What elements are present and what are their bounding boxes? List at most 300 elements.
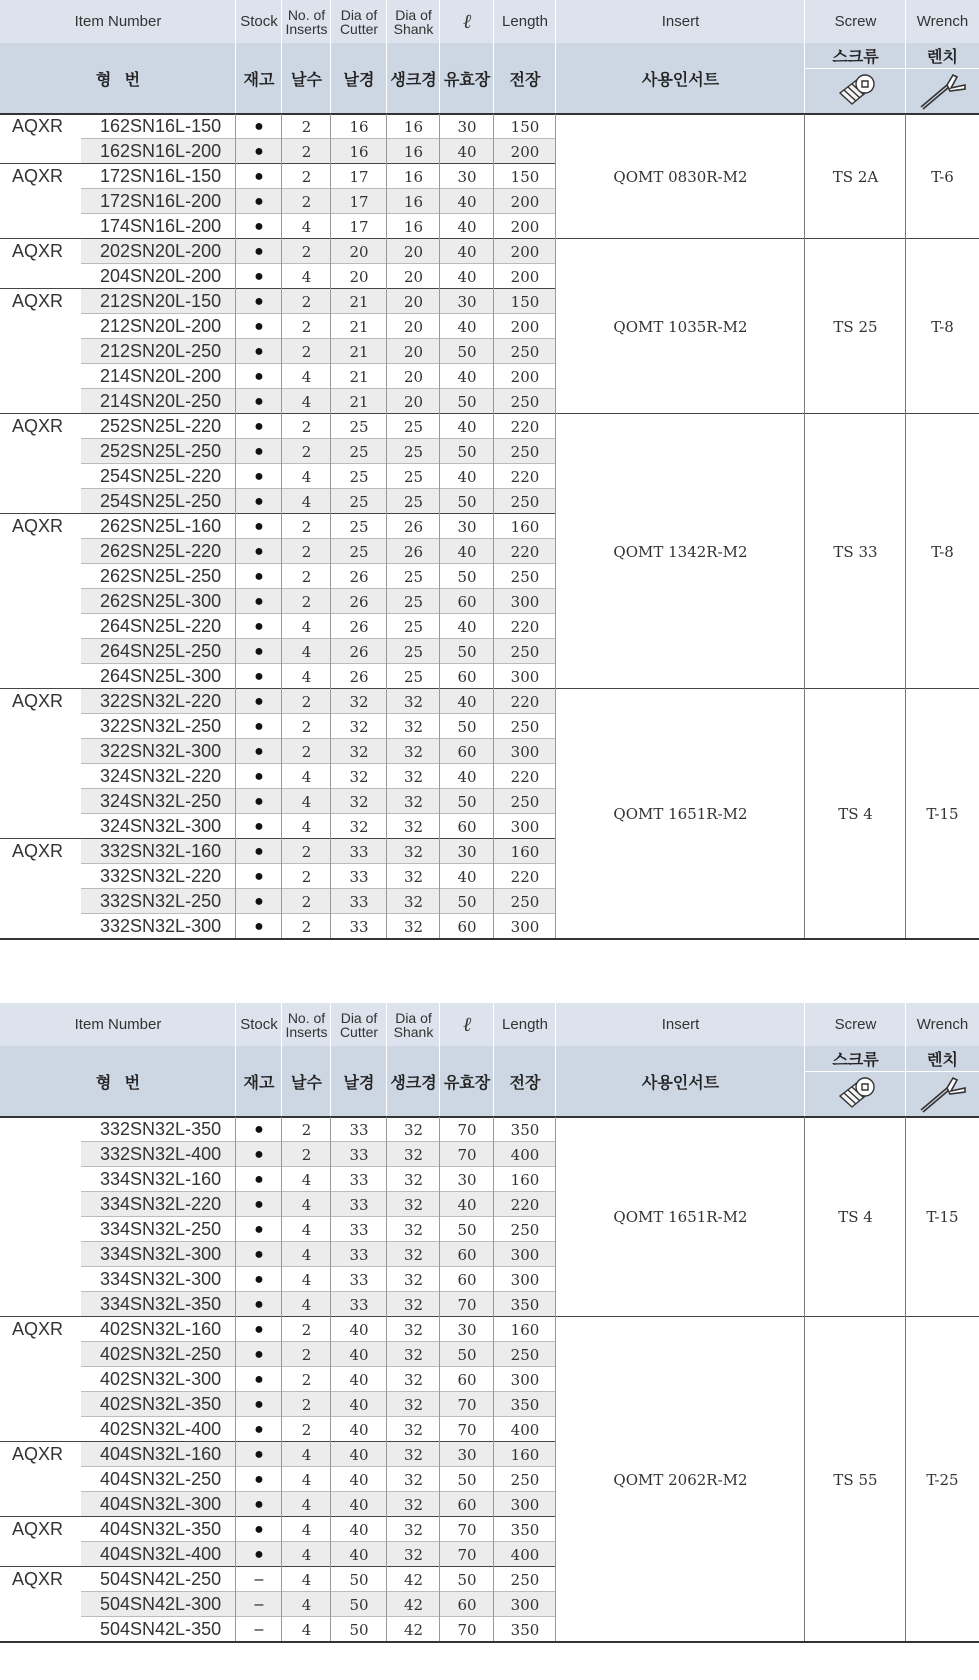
stock-indicator: ● <box>254 1370 264 1388</box>
shank-diameter: 32 <box>403 1120 424 1139</box>
overall-length: 250 <box>510 1345 540 1364</box>
shank-diameter: 32 <box>403 767 424 786</box>
item-prefix <box>0 1267 81 1292</box>
header-dia-cutter-line-1: Dia of <box>340 6 378 23</box>
inserts-count: 2 <box>301 1370 312 1389</box>
effective-length: 50 <box>457 442 477 461</box>
header-inserts <box>282 0 331 43</box>
stock-indicator: ● <box>254 742 264 760</box>
item-prefix <box>0 714 81 739</box>
column-divider <box>555 1117 556 1642</box>
item-code: 174SN16L-200 <box>100 216 222 236</box>
item-code: 214SN20L-250 <box>100 391 222 411</box>
insert-code: QOMT 1651R-M2 <box>613 1208 748 1226</box>
item-prefix <box>0 1542 81 1567</box>
cutter-diameter: 32 <box>349 767 369 786</box>
item-code: 332SN32L-350 <box>100 1119 222 1139</box>
item-prefix <box>0 464 81 489</box>
shank-diameter: 25 <box>403 592 424 611</box>
shank-diameter: 32 <box>403 817 424 836</box>
header-sub-divider <box>906 68 979 69</box>
item-code: 332SN32L-160 <box>100 841 222 861</box>
item-code: 202SN20L-200 <box>100 241 222 261</box>
header-divider <box>235 1046 236 1117</box>
table-row <box>0 1567 556 1592</box>
table-row <box>0 614 556 639</box>
header-inserts-text <box>285 1011 327 1039</box>
overall-length: 350 <box>510 1120 540 1139</box>
overall-length: 160 <box>510 1445 540 1464</box>
effective-length: 40 <box>457 417 477 436</box>
header-inserts-line-2: Inserts <box>285 1023 328 1040</box>
column-divider <box>905 1117 906 1642</box>
header-kr-inserts: 날수 <box>291 72 322 89</box>
header-divider <box>439 1003 440 1046</box>
column-divider <box>330 114 331 939</box>
item-code: 334SN32L-160 <box>100 1169 222 1189</box>
header-divider <box>330 1046 331 1117</box>
column-divider <box>804 114 805 939</box>
cutter-diameter: 21 <box>349 317 369 336</box>
table-row <box>0 539 556 564</box>
item-prefix <box>0 564 81 589</box>
header-divider <box>905 0 906 43</box>
item-prefix: AQXR <box>12 841 64 861</box>
header-dia-shank-line-1: Dia of <box>395 1009 432 1026</box>
shank-diameter: 32 <box>403 892 424 911</box>
shank-diameter: 20 <box>403 342 424 361</box>
cutter-diameter: 33 <box>349 892 369 911</box>
wrench-code: T-25 <box>926 1470 959 1489</box>
header-sub-divider <box>906 1071 979 1072</box>
cutter-diameter: 21 <box>349 342 369 361</box>
header-dia-cutter-line-2: Cutter <box>339 20 379 37</box>
item-prefix <box>0 1492 81 1517</box>
overall-length: 300 <box>510 1245 540 1264</box>
header-dia-shank-text <box>394 8 434 36</box>
screw-code: TS 25 <box>833 317 878 336</box>
item-prefix <box>0 139 81 164</box>
item-code: 504SN42L-250 <box>100 1569 222 1589</box>
table-row <box>0 514 556 539</box>
overall-length: 220 <box>510 767 540 786</box>
overall-length: 160 <box>510 842 540 861</box>
shank-diameter: 32 <box>403 1195 424 1214</box>
header-kr-cutter: 날경 <box>343 1075 375 1092</box>
table-row <box>0 664 556 689</box>
item-prefix <box>0 889 81 914</box>
effective-length: 30 <box>457 842 477 861</box>
item-code: 402SN32L-350 <box>100 1394 222 1414</box>
stock-indicator: ● <box>254 242 264 260</box>
table-row <box>0 564 556 589</box>
table-row <box>0 764 556 789</box>
column-divider <box>386 1117 387 1642</box>
shank-diameter: 32 <box>403 1220 424 1239</box>
block-rule <box>0 1566 556 1567</box>
header-sub-divider <box>805 1071 906 1072</box>
item-code: 402SN32L-300 <box>100 1369 222 1389</box>
wrench-code: T-15 <box>926 805 959 823</box>
inserts-count: 2 <box>301 842 312 861</box>
effective-length: 30 <box>457 167 477 186</box>
item-prefix <box>0 1117 81 1142</box>
cutter-diameter: 40 <box>349 1470 369 1489</box>
stock-indicator: ● <box>254 867 264 885</box>
stock-indicator: ● <box>254 467 264 485</box>
item-code: 334SN32L-350 <box>100 1294 222 1314</box>
overall-length: 250 <box>510 642 540 661</box>
table-body <box>0 1117 979 1642</box>
inserts-count: 4 <box>301 467 312 486</box>
table-row <box>0 114 556 139</box>
inserts-count: 4 <box>301 792 312 811</box>
inserts-count: 2 <box>301 167 312 186</box>
header-divider <box>386 1046 387 1117</box>
overall-length: 250 <box>510 342 540 361</box>
item-prefix <box>0 1142 81 1167</box>
shank-diameter: 32 <box>403 1395 424 1414</box>
screw-icon <box>834 71 878 116</box>
column-divider <box>281 1117 282 1642</box>
shank-diameter: 16 <box>403 117 424 136</box>
stock-indicator: ● <box>254 192 264 210</box>
stock-indicator: ● <box>254 1420 264 1438</box>
overall-length: 160 <box>510 517 540 536</box>
shank-diameter: 32 <box>403 842 424 861</box>
item-code: 404SN32L-300 <box>100 1494 222 1514</box>
effective-length: 70 <box>457 1120 477 1139</box>
table-row <box>0 1617 556 1642</box>
overall-length: 300 <box>510 1270 540 1289</box>
table-row <box>0 639 556 664</box>
effective-length: 60 <box>457 1495 477 1514</box>
stock-indicator: ● <box>254 542 264 560</box>
overall-length: 220 <box>510 692 540 711</box>
inserts-count: 2 <box>301 517 312 536</box>
table-row <box>0 889 556 914</box>
cutter-diameter: 25 <box>349 467 369 486</box>
header-divider <box>555 1003 556 1046</box>
table-row <box>0 739 556 764</box>
header-divider <box>493 1003 494 1046</box>
item-code: 162SN16L-150 <box>100 116 222 136</box>
header-divider <box>905 43 906 114</box>
table-row <box>0 1442 556 1467</box>
overall-length: 160 <box>510 1170 540 1189</box>
shank-diameter: 32 <box>403 742 424 761</box>
inserts-count: 2 <box>301 742 312 761</box>
header-divider <box>555 0 556 43</box>
column-divider <box>235 1117 236 1642</box>
effective-length: 30 <box>457 117 477 136</box>
cutter-diameter: 33 <box>349 1145 369 1164</box>
effective-length: 30 <box>457 1320 477 1339</box>
header-dia-cutter-line-1: Dia of <box>340 1009 378 1026</box>
wrench-code: T-8 <box>931 542 954 561</box>
effective-length: 50 <box>457 1470 477 1489</box>
stock-indicator: ● <box>254 292 264 310</box>
item-prefix <box>0 1467 81 1492</box>
stock-indicator: ● <box>254 317 264 335</box>
item-code: 252SN25L-250 <box>100 441 222 461</box>
cutter-diameter: 25 <box>349 542 369 561</box>
item-code: 214SN20L-200 <box>100 366 222 386</box>
header-divider <box>330 43 331 114</box>
shank-diameter: 26 <box>403 517 424 536</box>
table-row <box>0 289 556 314</box>
item-prefix: AQXR <box>12 241 64 261</box>
header-divider <box>493 43 494 114</box>
header-divider <box>281 0 282 43</box>
overall-length: 250 <box>510 442 540 461</box>
inserts-count: 2 <box>301 542 312 561</box>
header-divider <box>235 1003 236 1046</box>
inserts-count: 2 <box>301 867 312 886</box>
effective-length: 70 <box>457 1520 477 1539</box>
item-prefix: AQXR <box>12 691 64 711</box>
table-row <box>0 314 556 339</box>
inserts-count: 4 <box>301 492 312 511</box>
item-code: 212SN20L-250 <box>100 341 222 361</box>
inserts-count: 4 <box>301 1195 312 1214</box>
stock-indicator: ● <box>254 367 264 385</box>
inserts-count: 4 <box>301 642 312 661</box>
inserts-count: 4 <box>301 392 312 411</box>
effective-length: 40 <box>457 142 477 161</box>
column-divider <box>555 114 556 939</box>
header-kr-insert: 사용인서트 <box>641 72 720 89</box>
overall-length: 220 <box>510 417 540 436</box>
item-code: 404SN32L-160 <box>100 1444 222 1464</box>
shank-diameter: 20 <box>403 317 424 336</box>
table-row <box>0 364 556 389</box>
table-row <box>0 1342 556 1367</box>
header-length: Length <box>502 13 548 30</box>
effective-length: 40 <box>457 542 477 561</box>
shank-diameter: 32 <box>403 1470 424 1489</box>
cutter-diameter: 21 <box>349 367 369 386</box>
effective-length: 60 <box>457 592 477 611</box>
item-prefix <box>0 539 81 564</box>
table-row <box>0 789 556 814</box>
shank-diameter: 32 <box>403 917 424 936</box>
item-code: 322SN32L-220 <box>100 691 222 711</box>
overall-length: 220 <box>510 542 540 561</box>
inserts-count: 4 <box>301 267 312 286</box>
insert-code: QOMT 1035R-M2 <box>613 317 748 336</box>
item-prefix <box>0 1192 81 1217</box>
inserts-count: 2 <box>301 317 312 336</box>
shank-diameter: 26 <box>403 542 424 561</box>
table-row <box>0 714 556 739</box>
header-divider <box>555 1046 556 1117</box>
table-row <box>0 489 556 514</box>
cutter-diameter: 26 <box>349 567 369 586</box>
stock-indicator: ● <box>254 817 264 835</box>
table-row <box>0 914 556 939</box>
stock-indicator: ● <box>254 1120 264 1138</box>
cutter-diameter: 40 <box>349 1495 369 1514</box>
table-row <box>0 164 556 189</box>
cutter-diameter: 33 <box>349 1295 369 1314</box>
header-insert: Insert <box>661 13 700 30</box>
effective-length: 30 <box>457 292 477 311</box>
item-prefix <box>0 639 81 664</box>
effective-length: 50 <box>457 392 477 411</box>
item-prefix <box>0 664 81 689</box>
cutter-diameter: 32 <box>349 817 369 836</box>
inserts-count: 2 <box>301 1120 312 1139</box>
overall-length: 400 <box>510 1145 540 1164</box>
item-prefix <box>0 364 81 389</box>
shank-diameter: 25 <box>403 567 424 586</box>
item-prefix: AQXR <box>12 416 64 436</box>
overall-length: 250 <box>510 1570 540 1589</box>
inserts-count: 2 <box>301 917 312 936</box>
item-code: 252SN25L-220 <box>100 416 222 436</box>
table-row <box>0 864 556 889</box>
effective-length: 60 <box>457 1245 477 1264</box>
header-divider <box>804 1003 805 1046</box>
insert-code: QOMT 1651R-M2 <box>613 805 748 823</box>
header-divider <box>439 43 440 114</box>
screw-code: TS 4 <box>838 805 873 823</box>
stock-indicator: ● <box>254 1495 264 1513</box>
cutter-diameter: 33 <box>349 917 369 936</box>
header-wrench: Wrench <box>916 13 969 30</box>
inserts-count: 4 <box>301 1170 312 1189</box>
header-divider <box>905 1046 906 1117</box>
insert-code: QOMT 2062R-M2 <box>613 1470 748 1489</box>
item-prefix <box>0 764 81 789</box>
effective-length: 60 <box>457 1270 477 1289</box>
table-row <box>0 1492 556 1517</box>
column-divider <box>493 114 494 939</box>
item-code: 262SN25L-300 <box>100 591 222 611</box>
shank-diameter: 20 <box>403 392 424 411</box>
table-row <box>0 1292 556 1317</box>
effective-length: 50 <box>457 1220 477 1239</box>
stock-indicator: ● <box>254 517 264 535</box>
cutter-diameter: 40 <box>349 1320 369 1339</box>
shank-diameter: 32 <box>403 1320 424 1339</box>
shank-diameter: 20 <box>403 242 424 261</box>
overall-length: 300 <box>510 1370 540 1389</box>
item-prefix: AQXR <box>12 116 64 136</box>
header-divider <box>235 43 236 114</box>
header-kr-stock: 재고 <box>243 72 275 89</box>
item-code: 334SN32L-220 <box>100 1194 222 1214</box>
cutter-diameter: 40 <box>349 1345 369 1364</box>
inserts-count: 2 <box>301 417 312 436</box>
stock-indicator: ● <box>254 1470 264 1488</box>
header-dia-shank-text <box>394 1011 434 1039</box>
overall-length: 250 <box>510 492 540 511</box>
table-row <box>0 1317 556 1342</box>
cutter-diameter: 32 <box>349 692 369 711</box>
shank-diameter: 20 <box>403 292 424 311</box>
header-divider <box>804 43 805 114</box>
item-code: 334SN32L-300 <box>100 1269 222 1289</box>
header-kr-item: 형 번 <box>95 1075 141 1092</box>
item-code: 404SN32L-400 <box>100 1544 222 1564</box>
inserts-count: 4 <box>301 1495 312 1514</box>
block-rule <box>0 288 556 289</box>
header-dia-shank-line-2: Shank <box>393 1023 434 1040</box>
header-divider <box>439 1046 440 1117</box>
effective-length: 50 <box>457 1570 477 1589</box>
screw-code: TS 33 <box>833 542 878 561</box>
cutter-diameter: 26 <box>349 642 369 661</box>
item-code: 402SN32L-160 <box>100 1319 222 1339</box>
item-prefix <box>0 339 81 364</box>
stock-indicator: ● <box>254 1195 264 1213</box>
inserts-count: 2 <box>301 892 312 911</box>
item-prefix <box>0 189 81 214</box>
item-code: 262SN25L-250 <box>100 566 222 586</box>
insert-code: QOMT 0830R-M2 <box>613 167 748 186</box>
cutter-diameter: 20 <box>349 267 369 286</box>
item-code: 334SN32L-300 <box>100 1244 222 1264</box>
effective-length: 50 <box>457 642 477 661</box>
stock-indicator: ● <box>254 417 264 435</box>
effective-length: 40 <box>457 867 477 886</box>
stock-indicator: ● <box>254 167 264 185</box>
inserts-count: 4 <box>301 217 312 236</box>
effective-length: 60 <box>457 1595 477 1614</box>
effective-length: 40 <box>457 617 477 636</box>
block-rule <box>0 163 556 164</box>
table-row <box>0 264 556 289</box>
overall-length: 300 <box>510 1495 540 1514</box>
effective-length: 40 <box>457 317 477 336</box>
header-divider <box>439 0 440 43</box>
overall-length: 150 <box>510 117 540 136</box>
item-prefix <box>0 1217 81 1242</box>
effective-length: 30 <box>457 517 477 536</box>
header-divider <box>330 1003 331 1046</box>
header-divider <box>493 1046 494 1117</box>
header-inserts <box>282 1003 331 1046</box>
inserts-count: 2 <box>301 567 312 586</box>
inserts-count: 4 <box>301 1570 312 1589</box>
effective-length: 60 <box>457 1370 477 1389</box>
inserts-count: 4 <box>301 1245 312 1264</box>
header-row-english <box>0 0 979 43</box>
stock-indicator: ● <box>254 392 264 410</box>
overall-length: 400 <box>510 1420 540 1439</box>
item-code: 332SN32L-300 <box>100 916 222 936</box>
screw-code: TS 4 <box>838 1208 873 1226</box>
overall-length: 300 <box>510 742 540 761</box>
cutter-diameter: 20 <box>349 242 369 261</box>
effective-length: 50 <box>457 567 477 586</box>
item-code: 162SN16L-200 <box>100 141 222 161</box>
shank-diameter: 32 <box>403 1345 424 1364</box>
header-dia-shank <box>387 1003 440 1046</box>
table-row <box>0 339 556 364</box>
cutter-diameter: 33 <box>349 867 369 886</box>
item-prefix: AQXR <box>12 291 64 311</box>
column-divider <box>439 1117 440 1642</box>
column-divider <box>235 114 236 939</box>
header-kr-cutter: 날경 <box>343 72 375 89</box>
table-row <box>0 1592 556 1617</box>
stock-indicator: ● <box>254 1170 264 1188</box>
header-stock: Stock <box>240 13 278 30</box>
overall-length: 200 <box>510 192 540 211</box>
